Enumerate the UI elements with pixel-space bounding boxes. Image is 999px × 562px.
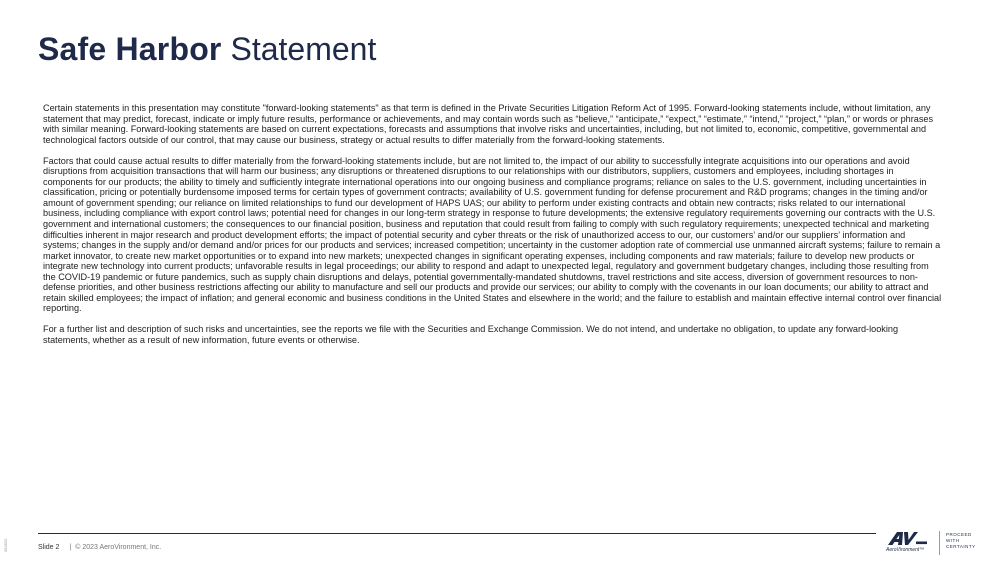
footer-divider bbox=[38, 533, 876, 534]
safe-harbor-body bbox=[43, 103, 943, 356]
footer-separator: | bbox=[69, 544, 72, 551]
tagline-line-2: WITH bbox=[946, 538, 960, 543]
logo-wordmark: AeroVironment™ bbox=[886, 547, 925, 553]
page-title bbox=[38, 29, 376, 69]
tagline-line-1: PROCEED bbox=[946, 532, 972, 537]
copyright-text: © 2023 AeroVironment, Inc. bbox=[75, 544, 162, 551]
aerovironment-logo bbox=[886, 531, 936, 553]
paragraph-further-info: For a further list and description of such risks and uncertainties, see the reports we file with the Securities and Exchange Commission. We do not intend, and undertake no obligation, to update any forward-looking statements, whether as a result of new information, future events or otherwise. bbox=[43, 324, 899, 345]
slide-number: Slide 2 bbox=[38, 544, 60, 551]
title-light: Statement bbox=[230, 31, 377, 67]
logo-divider bbox=[939, 531, 940, 555]
footer bbox=[38, 544, 161, 551]
side-code: 082820 bbox=[3, 538, 8, 552]
av-logo-icon bbox=[886, 531, 928, 546]
paragraph-risk-factors: Factors that could cause actual results to differ materially from the forward-looking statements include, but are not limited to, the impact of our ability to successfully integrate acquisitions into our operations and avoid disruptions from acquisition transactions that will harm our business; any disruptions or threatened disruptions to our relationships with our distributors, suppliers, customers and employees, including shortages in components for our products; the ability to timely and sufficiently integrate international operations into our ongoing business and compliance programs; reliance on sales to the U.S. government, including uncertainties in classification, pricing or potentially burdensome imposed terms for certain types of government contracts; availability of U.S. government funding for defense procurement and R&D programs; changes in the timing and/or amount of government spending; our reliance on limited relationships to fund our development of HAPS UAS; our ability to perform under existing contracts and obtain new contracts; risks related to our international business, including compliance with export control laws; potential need for changes in our long-term strategy in response to future developments; the extensive regulatory requirements governing our contracts with the U.S. government and international customers; the consequences to our financial position, business and reputation that could result from failing to comply with such regulatory requirements; unexpected technical and marketing difficulties inherent in major research and product development efforts; the impact of potential security and cyber threats or the risk of unauthorized access to our, our customers’ and/or our suppliers’ information and systems; changes in the supply and/or demand and/or prices for our products and services; increased competition; uncertainty in the customer adoption rate of commercial use unmanned aircraft systems; failure to remain a market innovator, to create new market opportunities or to expand into new markets; unexpected changes in significant operating expenses, including components and raw materials; failure to develop new products or integrate new technology into current products; unfavorable results in legal proceedings; our ability to respond and adapt to unexpected legal, regulatory and government budgetary changes, including those resulting from the COVID-19 pandemic or future pandemics, such as supply chain disruptions and delays, potential governmentally-mandated shutdowns, travel restrictions and site access, diversion of government resources to non-defense priorities, and other business restrictions affecting our ability to manufacture and sell our products and provide our services; our ability to comply with the covenants in our loan documents; our ability to attract and retain skilled employees; the impact of inflation; and general economic and business conditions in the United States and elsewhere in the world; and the failure to establish and maintain effective internal control over financial reporting. bbox=[43, 155, 942, 314]
title-bold: Safe Harbor bbox=[38, 31, 222, 67]
tagline bbox=[946, 532, 976, 550]
tagline-line-3: CERTAINTY bbox=[946, 544, 976, 549]
paragraph-forward-looking: Certain statements in this presentation may constitute "forward-looking statements" as that term is defined in the Private Securities Litigation Reform Act of 1995. Forward-looking statements include, without limitation, any statement that may predict, forecast, indicate or imply future results, performance or achievements, and may contain words such as “believe,” “anticipate,” “expect,” “estimate,” “intend,” “project,” “plan,” or words or phrases with similar meaning. Forward-looking statements are based on current expectations, forecasts and assumptions that involve risks and uncertainties, including, but not limited to, economic, competitive, governmental and technological factors outside of our control, that may cause our business, strategy or actual results to differ materially from the forward-looking statements. bbox=[43, 103, 934, 145]
